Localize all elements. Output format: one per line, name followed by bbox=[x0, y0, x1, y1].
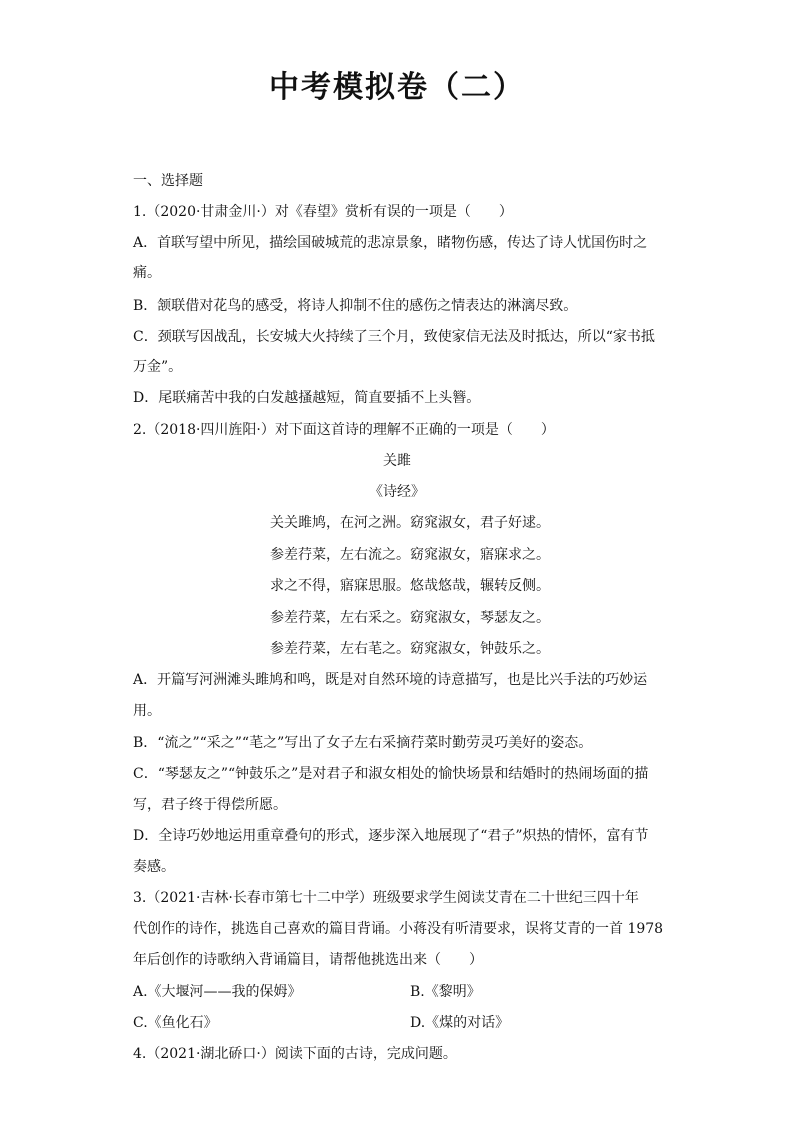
question-3-option-b: B.《黎明》 bbox=[410, 984, 481, 1000]
question-3-option-a: A.《大堰河——我的保姆》 bbox=[133, 984, 302, 1000]
question-3-stem: 3.（2021·吉林·长春市第七十二中学）班级要求学生阅读艾青在二十世纪三四十年 bbox=[133, 890, 639, 906]
question-2-option-c: C．“琴瑟友之”“钟鼓乐之”是对君子和淑女相处的愉快场景和结婚时的热闹场面的描 bbox=[133, 766, 649, 782]
question-3-option-c: C.《鱼化石》 bbox=[133, 1015, 218, 1031]
poem-title: 关雎 bbox=[383, 453, 411, 469]
question-2-option-a-cont: 用。 bbox=[133, 703, 161, 719]
question-3-option-d: D.《煤的对话》 bbox=[410, 1015, 510, 1031]
question-2-stem: 2.（2018·四川旌阳·）对下面这首诗的理解不正确的一项是（ ） bbox=[133, 422, 555, 438]
question-1-option-c-cont: 万金”。 bbox=[133, 359, 183, 375]
question-1-option-a-cont: 痛。 bbox=[133, 265, 161, 281]
question-3-stem-cont: 年后创作的诗歌纳入背诵篇目，请帮他挑选出来（ ） bbox=[133, 952, 483, 968]
question-4-stem: 4.（2021·湖北硚口·）阅读下面的古诗，完成问题。 bbox=[133, 1046, 457, 1062]
question-1-option-d: D．尾联痛苦中我的白发越搔越短，简直要插不上头簪。 bbox=[133, 390, 481, 406]
question-2-option-a: A．开篇写河洲滩头雎鸠和鸣，既是对自然环境的诗意描写，也是比兴手法的巧妙运 bbox=[133, 672, 648, 688]
question-2-option-d-cont: 奏感。 bbox=[133, 859, 175, 875]
question-2-option-b: B．“流之”“采之”“芼之”写出了女子左右采摘荇菜时勤劳灵巧美好的姿态。 bbox=[133, 735, 593, 751]
poem-line: 求之不得，寤寐思服。悠哉悠哉，辗转反侧。 bbox=[270, 578, 550, 594]
question-1-option-c: C．颈联写因战乱，长安城大火持续了三个月，致使家信无法及时抵达，所以“家书抵 bbox=[133, 329, 655, 345]
question-1-stem: 1.（2020·甘肃金川·）对《春望》赏析有误的一项是（ ） bbox=[133, 204, 513, 220]
poem-line: 参差荇菜，左右芼之。窈窕淑女，钟鼓乐之。 bbox=[270, 641, 550, 657]
poem-line: 参差荇菜，左右采之。窈窕淑女，琴瑟友之。 bbox=[270, 610, 550, 626]
poem-source: 《诗经》 bbox=[369, 484, 425, 500]
question-1-option-a: A．首联写望中所见，描绘国破城荒的悲凉景象，睹物伤感，传达了诗人忧国伤时之 bbox=[133, 235, 648, 251]
question-3-stem-cont: 代创作的诗作，挑选自己喜欢的篇目背诵。小蒋没有听清要求，误将艾青的一首 1978 bbox=[133, 921, 664, 937]
question-2-option-d: D．全诗巧妙地运用重章叠句的形式，逐步深入地展现了“君子”炽热的情怀，富有节 bbox=[133, 828, 649, 844]
poem-line: 关关雎鸠，在河之洲。窈窕淑女，君子好逑。 bbox=[270, 515, 550, 531]
poem-line: 参差荇菜，左右流之。窈窕淑女，寤寐求之。 bbox=[270, 547, 550, 563]
question-2-option-c-cont: 写，君子终于得偿所愿。 bbox=[133, 797, 287, 813]
question-1-option-b: B．颔联借对花鸟的感受，将诗人抑制不住的感伤之情表达的淋漓尽致。 bbox=[133, 298, 578, 314]
page-title: 中考模拟卷（二） bbox=[269, 70, 525, 105]
section-heading: 一、选择题 bbox=[133, 173, 203, 189]
